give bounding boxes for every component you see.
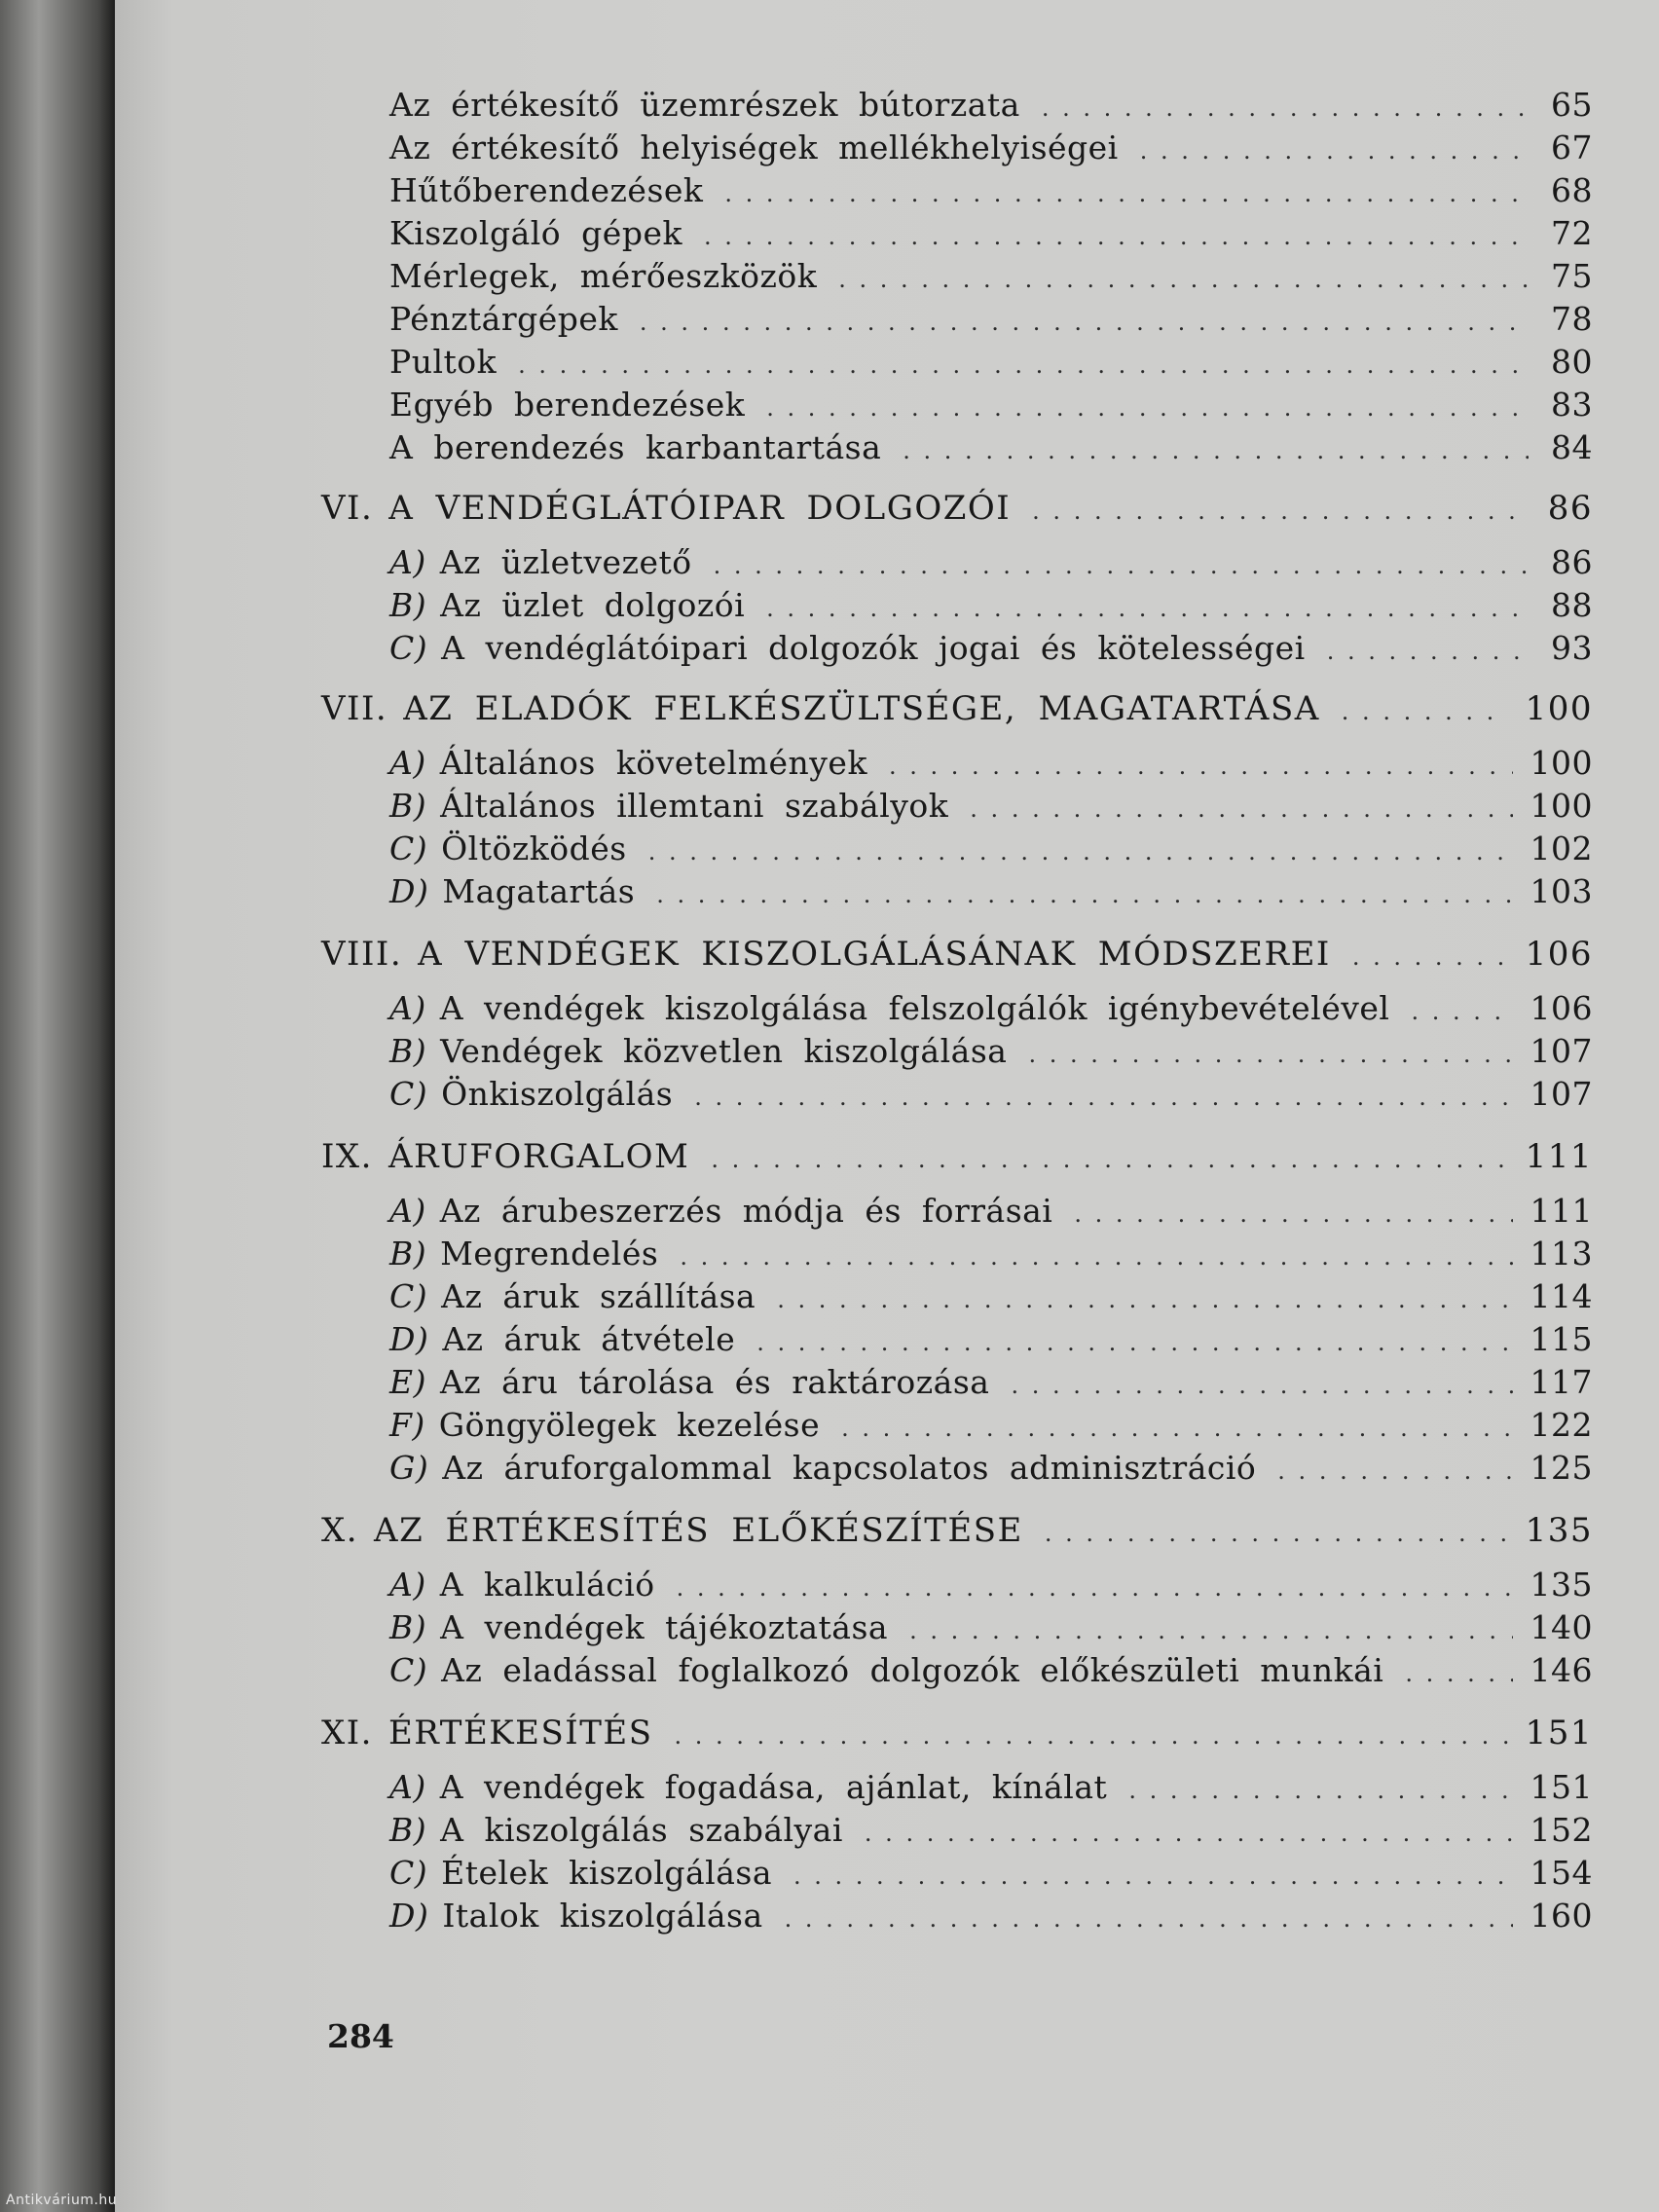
toc-entry	[389, 1030, 1593, 1073]
toc-entry	[389, 169, 1593, 212]
toc-label	[321, 687, 1320, 730]
book-page	[115, 0, 1659, 2212]
chapter-numeral: VII.	[321, 689, 388, 728]
watermark: Antikvárium.hu	[6, 2193, 118, 2208]
toc-label	[389, 627, 1306, 670]
toc-label	[389, 1073, 673, 1116]
dot-leader	[648, 830, 1513, 873]
dot-leader	[793, 1855, 1512, 1898]
toc-label	[389, 1233, 658, 1275]
toc-entry	[389, 212, 1593, 255]
toc-entry	[389, 987, 1593, 1030]
toc-page-number: 160	[1530, 1897, 1593, 1935]
section-letter: C)	[389, 1277, 428, 1315]
toc-entry	[389, 1649, 1593, 1692]
toc-label	[321, 1135, 689, 1178]
dot-leader	[903, 429, 1529, 472]
dot-leader	[675, 1714, 1508, 1757]
section-title: Az eladással foglalkozó dolgozók előkészületi munkái	[441, 1651, 1384, 1689]
section-title: A kalkuláció	[439, 1566, 655, 1604]
chapter-title: A VENDÉGLÁTÓIPAR DOLGOZÓI	[388, 489, 1012, 528]
section-letter: G)	[389, 1449, 429, 1487]
dot-leader	[1045, 1512, 1508, 1555]
toc-label	[389, 84, 1020, 127]
toc-entry	[389, 127, 1593, 169]
section-title: Pénztárgépek	[389, 300, 618, 338]
chapter-title: ÁRUFORGALOM	[387, 1137, 690, 1176]
dot-leader	[841, 1407, 1512, 1450]
section-letter: B)	[389, 1032, 427, 1070]
toc-entry	[389, 298, 1593, 341]
toc-label	[389, 1852, 772, 1895]
dot-leader	[766, 387, 1529, 429]
section-letter: C)	[389, 629, 428, 667]
section-title: Az üzletvezető	[439, 543, 692, 581]
toc-entry	[389, 255, 1593, 298]
toc-entry	[389, 870, 1593, 913]
dot-leader	[1352, 936, 1508, 978]
toc-page-number: 84	[1551, 428, 1593, 466]
toc-page-number: 107	[1530, 1075, 1593, 1113]
toc-page-number: 114	[1530, 1277, 1593, 1315]
toc-label	[321, 1509, 1023, 1552]
section-title: Az áruforgalommal kapcsolatos adminisztráció	[442, 1449, 1257, 1487]
toc-label	[389, 127, 1119, 169]
toc-page-number: 65	[1551, 86, 1593, 124]
dot-leader	[756, 1321, 1512, 1364]
toc-page-number: 67	[1551, 129, 1593, 166]
toc-page-number: 83	[1551, 386, 1593, 424]
toc-page-number: 86	[1547, 489, 1593, 528]
toc-label	[389, 1564, 655, 1606]
toc-label	[389, 1361, 989, 1404]
section-title: Mérlegek, mérőeszközök	[389, 257, 818, 295]
toc-page-number: 111	[1530, 1192, 1593, 1230]
dot-leader	[1028, 1033, 1512, 1076]
toc-label	[389, 212, 682, 255]
toc-entry	[389, 1852, 1593, 1895]
section-letter: E)	[389, 1363, 426, 1401]
toc-page-number: 100	[1530, 787, 1593, 825]
toc-page-number: 102	[1530, 830, 1593, 867]
section-letter: A)	[389, 543, 426, 581]
toc-entry	[389, 1361, 1593, 1404]
dot-leader	[777, 1278, 1512, 1321]
section-letter: A)	[389, 1768, 426, 1806]
toc-page-number: 140	[1530, 1608, 1593, 1646]
toc-label	[389, 1404, 820, 1447]
dot-leader	[680, 1235, 1512, 1278]
toc-chapter	[321, 1135, 1593, 1178]
toc-page-number: 106	[1530, 989, 1593, 1027]
section-letter: B)	[389, 1608, 427, 1646]
chapter-title: ÉRTÉKESÍTÉS	[387, 1714, 653, 1752]
section-title: Öltözködés	[441, 830, 627, 867]
chapter-title: AZ ÉRTÉKESÍTÉS ELŐKÉSZÍTÉSE	[374, 1511, 1023, 1550]
section-title: Göngyölegek kezelése	[438, 1406, 821, 1444]
section-letter: C)	[389, 1651, 428, 1689]
toc-entry	[389, 541, 1593, 584]
toc-entry	[389, 1275, 1593, 1318]
toc-label	[389, 1809, 843, 1852]
dot-leader	[1405, 1652, 1512, 1695]
dot-leader	[724, 172, 1529, 215]
toc-page-number: 151	[1525, 1714, 1593, 1752]
toc-label	[389, 870, 635, 913]
section-title: Az értékesítő helyiségek mellékhelyiségei	[389, 129, 1119, 166]
toc-page-number: 152	[1530, 1811, 1593, 1849]
toc-label	[321, 487, 1011, 530]
toc-chapter	[321, 1509, 1593, 1552]
toc-entry	[389, 84, 1593, 127]
section-title: Az értékesítő üzemrészek bútorzata	[389, 86, 1020, 124]
toc-label	[321, 933, 1331, 976]
dot-leader	[1140, 129, 1529, 172]
section-title: Az áruk szállítása	[441, 1277, 756, 1315]
toc-page-number: 115	[1530, 1320, 1593, 1358]
chapter-title: AZ ELADÓK FELKÉSZÜLTSÉGE, MAGATARTÁSA	[403, 689, 1320, 728]
chapter-title: A VENDÉGEK KISZOLGÁLÁSÁNAK MÓDSZEREI	[418, 935, 1331, 974]
toc-entry	[389, 1073, 1593, 1116]
toc-entry	[389, 1895, 1593, 1937]
toc-entry	[389, 1190, 1593, 1233]
page-number: 284	[327, 2017, 394, 2055]
toc-page-number: 75	[1551, 257, 1593, 295]
dot-leader	[889, 745, 1513, 788]
section-title: Az árubeszerzés módja és forrásai	[439, 1192, 1053, 1230]
book-binding-shadow	[0, 0, 118, 2212]
section-title: A kiszolgálás szabályai	[440, 1811, 843, 1849]
dot-leader	[711, 1138, 1507, 1181]
section-title: A vendégek tájékoztatása	[440, 1608, 889, 1646]
dot-leader	[640, 301, 1529, 344]
dot-leader	[1327, 630, 1529, 673]
toc-entry	[389, 384, 1593, 426]
toc-entry	[389, 627, 1593, 670]
dot-leader	[970, 788, 1512, 830]
toc-entry	[389, 1564, 1593, 1606]
toc-entry	[389, 426, 1593, 469]
toc-entry	[389, 742, 1593, 785]
dot-leader	[865, 1812, 1513, 1855]
toc-page-number: 88	[1551, 586, 1593, 624]
section-title: Megrendelés	[440, 1235, 659, 1272]
toc-page-number: 93	[1551, 629, 1593, 667]
toc-page-number: 68	[1551, 171, 1593, 209]
section-title: Magatartás	[442, 872, 636, 910]
section-letter: C)	[389, 1075, 428, 1113]
dot-leader	[656, 873, 1512, 916]
section-letter: D)	[389, 1320, 429, 1358]
toc-page-number: 135	[1530, 1566, 1593, 1604]
toc-page-number: 113	[1530, 1235, 1593, 1272]
toc-label	[389, 584, 745, 627]
toc-label	[389, 1895, 763, 1937]
chapter-numeral: IX.	[321, 1137, 373, 1176]
toc-chapter	[321, 487, 1593, 530]
section-title: Hűtőberendezések	[389, 171, 704, 209]
toc-page-number: 86	[1551, 543, 1593, 581]
toc-entry	[389, 785, 1593, 828]
dot-leader	[518, 344, 1529, 387]
dot-leader	[714, 544, 1529, 587]
toc-label	[389, 1447, 1256, 1490]
section-letter: C)	[389, 1854, 428, 1892]
toc-page-number: 100	[1530, 744, 1593, 782]
section-letter: A)	[389, 1566, 426, 1604]
toc-page-number: 78	[1551, 300, 1593, 338]
section-letter: B)	[389, 1811, 427, 1849]
toc-entry	[389, 1606, 1593, 1649]
section-title: Az áruk átvétele	[442, 1320, 736, 1358]
toc-page-number: 80	[1551, 343, 1593, 381]
dot-leader	[1411, 990, 1512, 1033]
toc-label	[321, 1712, 653, 1754]
toc-entry	[389, 1233, 1593, 1275]
section-title: Vendégek közvetlen kiszolgálása	[440, 1032, 1008, 1070]
dot-leader	[1011, 1364, 1512, 1407]
section-title: Italok kiszolgálása	[442, 1897, 763, 1935]
toc-label	[389, 1030, 1007, 1073]
toc-page-number: 151	[1530, 1768, 1593, 1806]
section-title: Általános illemtani szabályok	[440, 787, 949, 825]
toc-label	[389, 426, 881, 469]
toc-label	[389, 1190, 1052, 1233]
section-title: Általános követelmények	[439, 744, 867, 782]
toc-label	[389, 541, 692, 584]
chapter-numeral: X.	[321, 1511, 359, 1550]
toc-chapter	[321, 1712, 1593, 1754]
toc-label	[389, 987, 1389, 1030]
section-letter: A)	[389, 989, 426, 1027]
section-title: Pultok	[389, 343, 498, 381]
toc-entry	[389, 1809, 1593, 1852]
section-title: Kiszolgáló gépek	[389, 214, 682, 252]
toc-page-number: 107	[1530, 1032, 1593, 1070]
toc-label	[389, 255, 817, 298]
dot-leader	[785, 1898, 1513, 1940]
section-title: Az üzlet dolgozói	[440, 586, 746, 624]
section-letter: A)	[389, 744, 426, 782]
toc-chapter	[321, 687, 1593, 730]
chapter-numeral: VIII.	[321, 935, 403, 974]
section-letter: D)	[389, 872, 429, 910]
section-title: Ételek kiszolgálása	[441, 1854, 773, 1892]
toc-label	[389, 1766, 1107, 1809]
dot-leader	[1074, 1193, 1512, 1235]
section-title: A vendéglátóipari dolgozók jogai és kötelességei	[441, 629, 1306, 667]
toc-page-number: 103	[1530, 872, 1593, 910]
toc-entry	[389, 1318, 1593, 1361]
toc-label	[389, 785, 948, 828]
section-letter: A)	[389, 1192, 426, 1230]
toc-label	[389, 1649, 1383, 1692]
section-letter: B)	[389, 787, 427, 825]
dot-leader	[1032, 490, 1529, 533]
toc-page-number: 154	[1530, 1854, 1593, 1892]
toc-entry	[389, 1766, 1593, 1809]
toc-label	[389, 341, 497, 384]
section-title: A vendégek kiszolgálása felszolgálók igénybevételével	[439, 989, 1390, 1027]
chapter-numeral: XI.	[321, 1714, 373, 1752]
section-title: A vendégek fogadása, ajánlat, kínálat	[439, 1768, 1108, 1806]
toc-entry	[389, 1447, 1593, 1490]
dot-leader	[766, 587, 1529, 630]
dot-leader	[704, 215, 1529, 258]
dot-leader	[1342, 690, 1508, 733]
toc-entry	[389, 341, 1593, 384]
dot-leader	[1277, 1450, 1512, 1493]
toc-page-number: 106	[1525, 935, 1593, 974]
section-letter: F)	[389, 1406, 425, 1444]
toc-page-number: 100	[1525, 689, 1593, 728]
toc-entry	[389, 1404, 1593, 1447]
toc-chapter	[321, 933, 1593, 976]
section-title: Egyéb berendezések	[389, 386, 746, 424]
section-letter: D)	[389, 1897, 429, 1935]
toc-page-number: 125	[1530, 1449, 1593, 1487]
toc-entry	[389, 828, 1593, 870]
dot-leader	[694, 1076, 1512, 1119]
toc-label	[389, 384, 745, 426]
toc-page-number: 72	[1551, 214, 1593, 252]
toc-entry	[389, 584, 1593, 627]
dot-leader	[1128, 1769, 1512, 1812]
dot-leader	[838, 258, 1529, 301]
toc-page-number: 117	[1530, 1363, 1593, 1401]
toc-page-number: 146	[1530, 1651, 1593, 1689]
section-title: A berendezés karbantartása	[389, 428, 882, 466]
section-title: Önkiszolgálás	[441, 1075, 674, 1113]
toc-label	[389, 828, 627, 870]
section-letter: B)	[389, 586, 427, 624]
dot-leader	[909, 1609, 1512, 1652]
section-letter: B)	[389, 1235, 427, 1272]
toc-label	[389, 169, 703, 212]
toc-label	[389, 1606, 888, 1649]
section-letter: C)	[389, 830, 428, 867]
toc-page-number: 111	[1525, 1137, 1593, 1176]
toc-label	[389, 742, 867, 785]
section-title: Az áru tárolása és raktározása	[439, 1363, 990, 1401]
toc-label	[389, 298, 618, 341]
chapter-numeral: VI.	[321, 489, 374, 528]
dot-leader	[1042, 87, 1529, 129]
toc-page-number: 122	[1530, 1406, 1593, 1444]
toc-label	[389, 1318, 735, 1361]
toc-label	[389, 1275, 756, 1318]
toc-page-number: 135	[1525, 1511, 1593, 1550]
dot-leader	[677, 1567, 1513, 1609]
